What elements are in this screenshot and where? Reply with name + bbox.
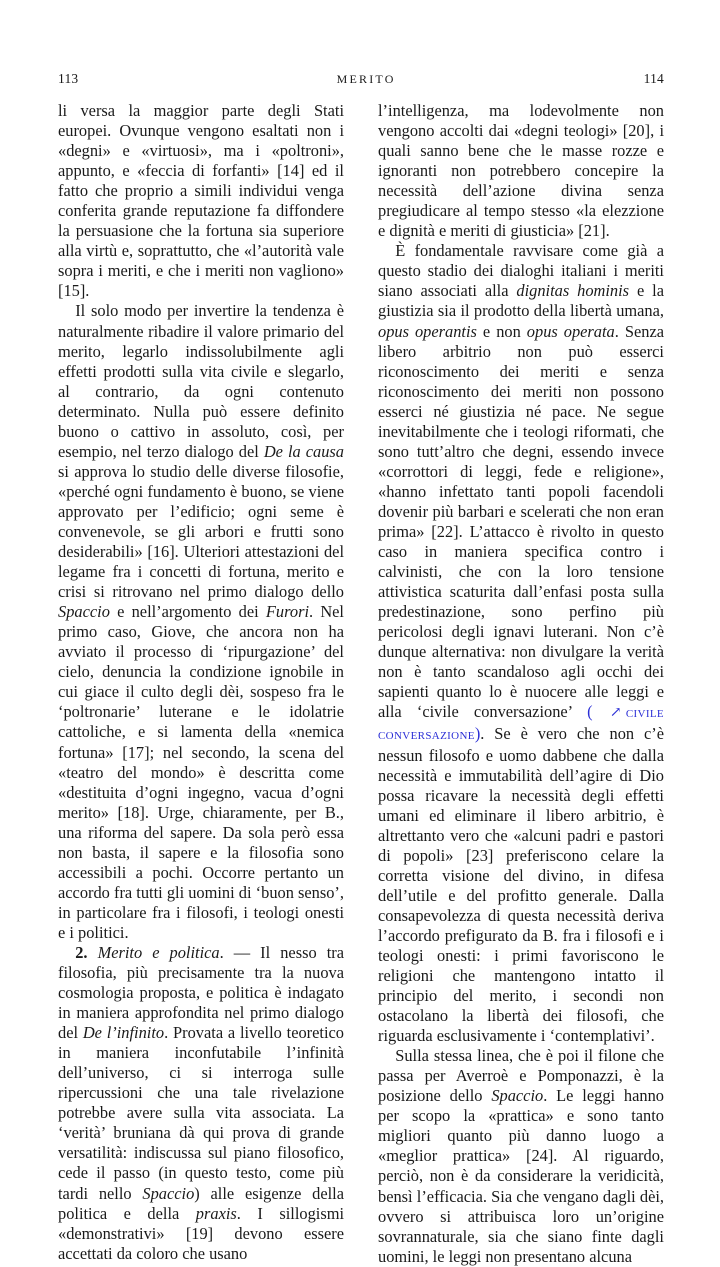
italic-title: Merito e politica (97, 942, 220, 962)
cross-reference-link-civile-conversazione[interactable]: civile conversazione (378, 704, 664, 744)
text-run: li versa la maggior parte degli Stati europei. Ovunque vengono esaltati non i «degni» e «virtuosi», ma i «poltroni», appunto, e «feccia di forfanti» [14] ed il fatto che proprio a simili individui venga conferita grande reputazione fa diffondere la persuasione che la fortuna sia superiore alla virtù e, soprattutto, che «l’autorità vale sopra i meriti, e che i meriti non vagliono» [15]. (58, 101, 344, 301)
italic-title: De la causa (263, 441, 345, 461)
italic-title: praxis (195, 1203, 237, 1223)
text-run: È fondamentale ravvisare come già a questo stadio dei dialoghi italiani i meriti siano associati alla (378, 241, 664, 301)
italic-title: Furori (265, 602, 309, 622)
text-run: Sulla stessa linea, che è poi il filone che passa per Averroè e Pomponazzi, è la posizione dello (378, 1046, 664, 1106)
clipped-text-sliver (0, 0, 720, 9)
paragraph (58, 101, 344, 301)
text-column-right (378, 101, 665, 1266)
folio-right: 114 (643, 71, 664, 86)
italic-title: dignitas hominis (516, 281, 630, 301)
text-run: . Provata a livello teoretico in maniera inconfutabile l’infinità dell’universo, ci si interroga sulle ripercussioni che una tale rivelazione potrebbe avere sulla vita associata. La ‘verità’ bruniana dà qui prova di grande versatilità: indiscussa sul piano filosofico, cede il passo (in questo testo, come più tardi nello (58, 1023, 344, 1203)
paragraph (58, 943, 344, 1264)
body-columns (58, 101, 665, 1266)
running-head-title: MERITO (336, 72, 396, 86)
italic-title: De l’infinito (82, 1023, 165, 1043)
text-run: . Le leggi hanno per scopo la «prattica» e sono tanto migliori quanto più danno luogo a «meglior prattica» [24]. Al riguardo, perciò, non è da considerare la veridicità, bensì l’efficacia. Sia che vengano dagli dèi, ovvero si attribuisca loro un’origine sovrannaturale, sia che siano finte dagli uomini, le leggi non presentano alcuna (378, 1086, 664, 1266)
italic-title: Spaccio (58, 602, 110, 622)
text-column-left (58, 101, 345, 1263)
running-head (58, 71, 664, 87)
text-run: l’intelligenza, ma lodevolmente non vengono accolti dai «degni teologi» [20], i quali sanno bene che le masse rozze e ignoranti non potrebbero concepire la necessità dell’azione divina senza pregiudicare al tempo stesso «la elezzione e dignità e meriti di giusticia» [21]. (378, 101, 664, 241)
text-run: e la giustizia sia il prodotto della libertà umana, (378, 281, 664, 321)
text-run: Il solo modo per invertire la tendenza è naturalmente ribadire il valore primario del merito, legarlo indissolubilmente agli effetti prodotti sulla vita civile e slegarlo, al contrario, da ogni contenuto determinato. Nulla può essere definito buono o cattivo in assoluto, così, per esempio, nel terzo dialogo del (58, 301, 344, 461)
text-run: e non (476, 321, 527, 341)
text-run: e nell’argomento dei (109, 602, 266, 622)
paragraph (378, 101, 664, 241)
paragraph (378, 241, 664, 1046)
cross-reference-open-paren: ( (587, 702, 593, 722)
external-link-arrow-icon[interactable]: ↗ (609, 705, 622, 721)
paragraph (58, 301, 344, 943)
text-run: . — Il nesso tra filosofia, più precisamente tra la nuova cosmologia proposta, e politica è indagato in maniera approfondita nel primo dialogo del (58, 942, 344, 1043)
text-run: . I sillogismi «demonstrativi» [19] devono essere accettati da coloro che usano (58, 1203, 345, 1263)
italic-title: Spaccio (142, 1183, 195, 1203)
text-run: ) alle esigenze della politica e della (58, 1183, 344, 1223)
text-run: . Se è vero che non c’è nessun filosofo e uomo dabbene che dalla necessità e immutabilità dell’agire di Dio possa ricavare la necessità degli effetti umani ed eliminare il libero arbitrio, è altrettanto vero che «alcuni padri e pastori di popoli» [23] preferiscono celare la corretta visione del divino, in difesa dell’utile e del profitto generale. Dalla consapevolezza di questa necessità deriva l’accordo prefigurato da B. fra i filosofi e i teologi onesti: i primi favoriscono le religioni che mantengono intatto il principio del merito, i secondi non ostacolano la libertà dei filosofi, che riguarda esclusivamente i ‘contemplativi’. (378, 724, 664, 1046)
text-run: . Senza libero arbitrio non può esserci riconoscimento dei meriti e senza riconoscimento dei meriti non possono esserci né giustizia né pace. Ne segue inevitabilmente che i teologi riformati, che sono tutt’altro che degni, essendo invece «corrottori di leggi, fede e religione», «hanno infettato tanti popoli facendoli dovenir più barbari e scelerati che non eran prima» [22]. L’attacco è rivolto in questo caso in maniera specifica contro i calvinisti, che con la loro tensione attivistica scaturita dall’enfasi posta sulla predestinazione, sono perfino più pericolosi degli ignavi luterani. Non c’è dunque alternativa: non divulgare la verità non è tanto scandaloso agli occhi dei sapienti quanto lo è nuocere alle leggi e alla ‘civile conversazione’ (378, 321, 665, 722)
text-run: si approva lo studio delle diverse filosofie, «perché ogni fundamento è buono, se viene approvato per l’edificio; ogni seme è convenevole, se gli arbori e frutti sono desiderabili» [16]. Ulteriori attestazioni del legame fra i concetti di fortuna, merito e crisi si ritrovano nel primo dialogo dello (58, 461, 344, 602)
folio-left: 113 (58, 71, 79, 86)
paragraph (378, 1046, 664, 1267)
italic-title: Spaccio (491, 1086, 544, 1106)
section-number: 2. (75, 942, 88, 962)
cross-reference-close-paren: ) (474, 724, 481, 744)
italic-title: opus operantis (378, 321, 477, 341)
text-run: . Nel primo caso, Giove, che ancora non ha avviato il processo di ‘ripurgazione’ del cielo, denuncia la condizione ignobile in cui giace il culto degli dèi, sospeso fra le ‘poltronarie’ luterane e le idolatrie cattoliche, e si lamenta della «nemica fortuna» [17]; nel secondo, la scena del «teatro del mondo» è descritta come «destituita d’ogni ingegno, vacua d’ogni merito» [18]. Urge, chiaramente, per B., una riforma del sapere. Da sola però essa non basta, il sapere e la filosofia sono accessibili a pochi. Occorre pertanto un accordo fra tutti gli uomini di ‘buon senso’, in particolare fra i filosofi, i teologi onesti e i politici. (58, 602, 344, 942)
italic-title: opus operata (526, 321, 615, 341)
text-run (88, 943, 98, 962)
